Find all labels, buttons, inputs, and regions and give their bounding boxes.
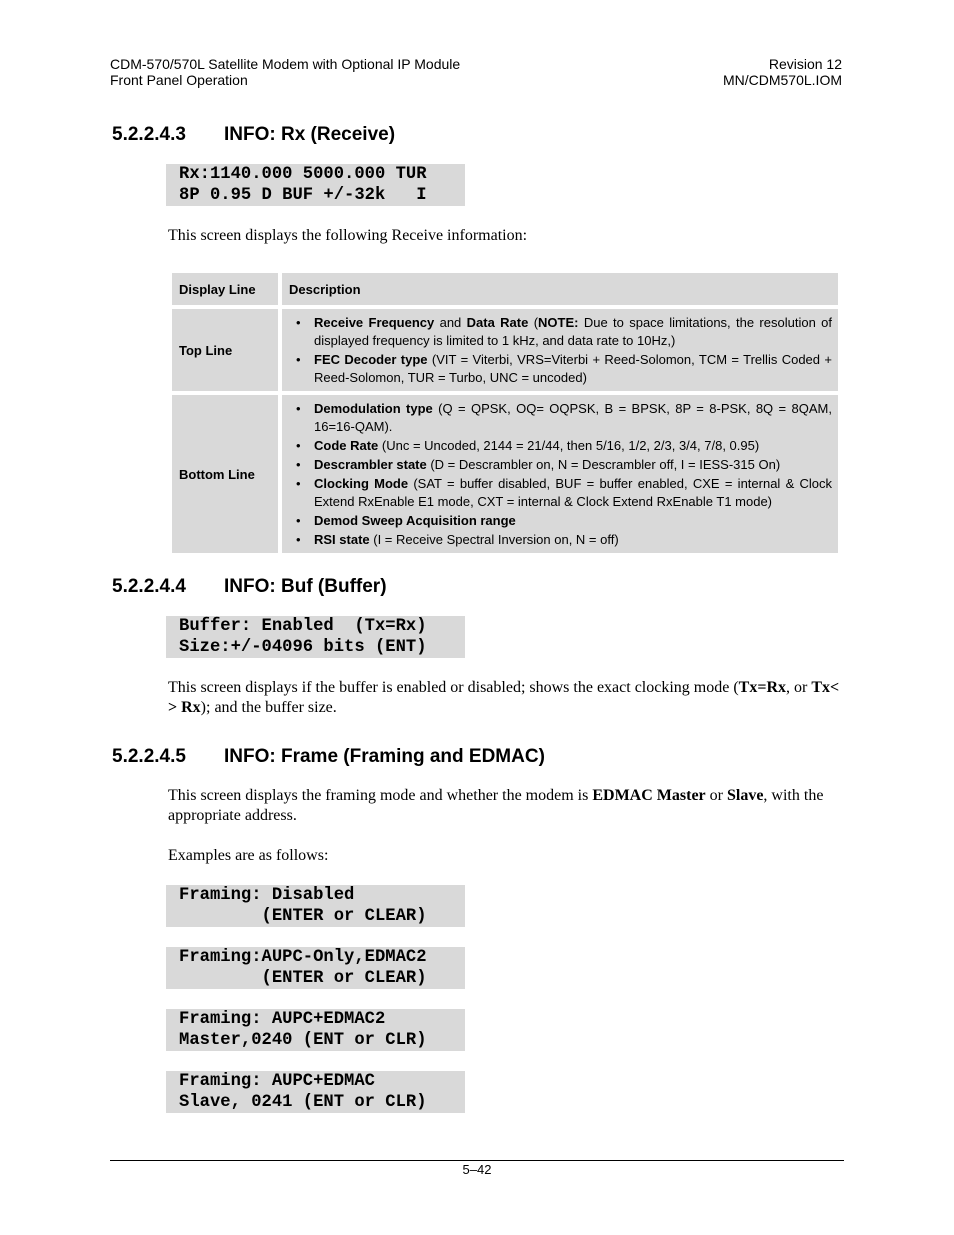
lcd-display-frame-slave: Framing: AUPC+EDMAC Slave, 0241 (ENT or CLR) xyxy=(166,1071,465,1113)
list-item: • Demod Sweep Acquisition range xyxy=(286,512,832,530)
section-number: 5.2.2.4.5 xyxy=(112,746,186,767)
footer-divider xyxy=(110,1160,844,1161)
lcd-display-rx: Rx:1140.000 5000.000 TUR 8P 0.95 D BUF +/-32k I xyxy=(166,164,465,206)
table-header-display-line: Display Line xyxy=(172,273,278,305)
examples-text: Examples are as follows: xyxy=(168,847,329,864)
section-number: 5.2.2.4.3 xyxy=(112,124,186,145)
list-item: • RSI state (I = Receive Spectral Inversion on, N = off) xyxy=(286,531,832,549)
frame-description: This screen displays the framing mode and whether the modem is EDMAC Master or Slave, with the appropriate address. xyxy=(168,787,824,824)
section-heading-frame xyxy=(112,746,545,768)
lcd-display-frame-aupc-only: Framing:AUPC-Only,EDMAC2 (ENTER or CLEAR) xyxy=(166,947,465,989)
section-heading-buf xyxy=(112,576,387,598)
table-header-row xyxy=(172,273,838,305)
buf-description: This screen displays if the buffer is enabled or disabled; shows the exact clocking mode (Tx=Rx, or Tx< > Rx); and the buffer size. xyxy=(168,679,840,716)
section-title: INFO: Rx (Receive) xyxy=(224,124,396,145)
list-item: • Code Rate (Unc = Uncoded, 2144 = 21/44, then 5/16, 1/2, 2/3, 3/4, 7/8, 0.95) xyxy=(286,437,832,455)
row-description-top-line xyxy=(282,309,838,391)
list-item: • Descrambler state (D = Descrambler on, N = Descrambler off, I = IESS-315 On) xyxy=(286,456,832,474)
lcd-display-frame-disabled: Framing: Disabled (ENTER or CLEAR) xyxy=(166,885,465,927)
row-label-bottom-line: Bottom Line xyxy=(172,395,278,553)
row-description-bottom-line xyxy=(282,395,838,553)
list-item: • FEC Decoder type (VIT = Viterbi, VRS=Viterbi + Reed-Solomon, TCM = Trellis Coded + Reed-Solomon, TUR = Turbo, UNC = uncoded) xyxy=(286,351,832,387)
table-header-description: Description xyxy=(282,273,838,305)
doc-chapter: Front Panel Operation xyxy=(110,72,248,88)
section-title: INFO: Buf (Buffer) xyxy=(224,576,387,597)
rx-info-table xyxy=(172,269,838,557)
table-row xyxy=(172,309,838,391)
lcd-display-frame-master: Framing: AUPC+EDMAC2 Master,0240 (ENT or CLR) xyxy=(166,1009,465,1051)
table-row xyxy=(172,395,838,553)
doc-title: CDM-570/570L Satellite Modem with Optional IP Module xyxy=(110,56,461,72)
lcd-display-buf: Buffer: Enabled (Tx=Rx) Size:+/-04096 bits (ENT) xyxy=(166,616,465,658)
page-number: 5–42 xyxy=(462,1162,492,1177)
page-header-right xyxy=(723,56,842,88)
list-item: • Receive Frequency and Data Rate (NOTE: Due to space limitations, the resolution of displayed frequency is limited to 1 kHz, and data rate to 10Hz,) xyxy=(286,314,832,350)
doc-revision: Revision 12 xyxy=(768,56,842,72)
section-number: 5.2.2.4.4 xyxy=(112,576,186,597)
page-header-left xyxy=(110,56,460,88)
section-title: INFO: Frame (Framing and EDMAC) xyxy=(224,746,545,767)
list-item: • Clocking Mode (SAT = buffer disabled, BUF = buffer enabled, CXE = internal & Clock Extend RxEnable E1 mode, CXT = internal & Clock Extend RxEnable T1 mode) xyxy=(286,475,832,511)
doc-number: MN/CDM570L.IOM xyxy=(722,72,842,88)
rx-intro-text: This screen displays the following Receive information: xyxy=(168,227,528,244)
row-label-top-line: Top Line xyxy=(172,309,278,391)
section-heading-rx xyxy=(112,124,395,146)
list-item: • Demodulation type (Q = QPSK, OQ= OQPSK, B = BPSK, 8P = 8-PSK, 8Q = 8QAM, 16=16-QAM). xyxy=(286,400,832,436)
